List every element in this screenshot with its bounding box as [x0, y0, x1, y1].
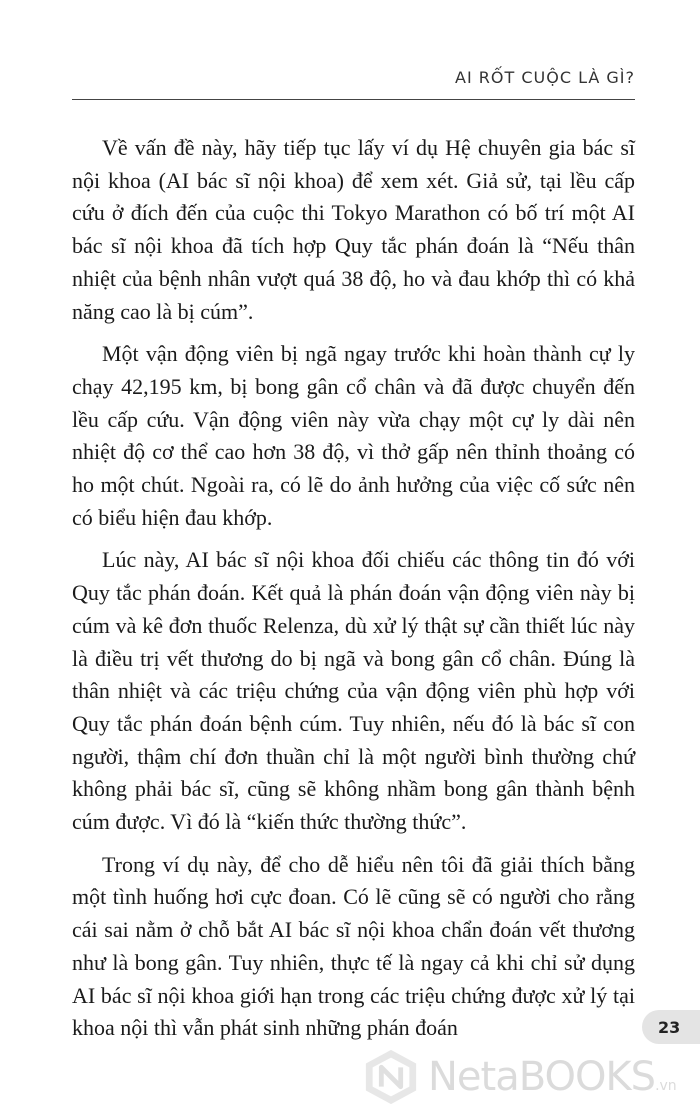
- netabooks-logo-icon: [362, 1048, 420, 1106]
- body-text: [72, 132, 635, 1055]
- page-number: 23: [658, 1017, 681, 1037]
- page-number-tab: [642, 1010, 700, 1044]
- paragraph: Một vận động viên bị ngã ngay trước khi hoàn thành cự ly chạy 42,195 km, bị bong gân cổ chân và đã được chuyển đến lều cấp cứu. Vận động viên này vừa chạy một cự ly dài nên nhiệt độ cơ thể cao hơn 38 độ, vì thở gấp nên thỉnh thoảng có ho một chút. Ngoài ra, có lẽ do ảnh hưởng của việc cố sức nên có biểu hiện đau khớp.: [72, 341, 635, 530]
- watermark-text: NetaBOOKS.vn: [428, 1054, 677, 1100]
- paragraph: Trong ví dụ này, để cho dễ hiểu nên tôi đã giải thích bằng một tình huống hơi cực đoan. Có lẽ cũng sẽ có người cho rằng cái sai nằm ở chỗ bắt AI bác sĩ nội khoa chẩn đoán vết thương như là bong gân. Tuy nhiên, thực tế là ngay cả khi chỉ sử dụng AI bác sĩ nội khoa giới hạn trong các triệu chứng được xử lý tại khoa nội thì vẫn phát sinh những phán đoán: [72, 851, 635, 1041]
- book-title: AI RỐT CUỘC LÀ GÌ?: [455, 68, 635, 87]
- watermark-suffix: .vn: [655, 1078, 677, 1094]
- paragraph: Lúc này, AI bác sĩ nội khoa đối chiếu các thông tin đó với Quy tắc phán đoán. Kết quả là phán đoán vận động viên này bị cúm và kê đơn thuốc Relenza, dù xử lý thật sự cần thiết lúc này là điều trị vết thương do bị ngã và bong gân cổ chân. Đúng là thân nhiệt và các triệu chứng của vận động viên phù hợp với Quy tắc phán đoán bệnh cúm. Tuy nhiên, nếu đó là bác sĩ con người, thậm chí đơn thuần chỉ là một người bình thường chứ không phải bác sĩ, cũng sẽ không nhầm bong gân thành bệnh cúm được. Vì đó là “kiến thức thường thức”.: [72, 547, 635, 835]
- watermark: [362, 1046, 697, 1108]
- running-header: [72, 68, 635, 100]
- paragraph: Về vấn đề này, hãy tiếp tục lấy ví dụ Hệ chuyên gia bác sĩ nội khoa (AI bác sĩ nội khoa) để xem xét. Giả sử, tại lều cấp cứu ở đích đến của cuộc thi Tokyo Marathon có bố trí một AI bác sĩ nội khoa đã tích hợp Quy tắc phán đoán là “Nếu thân nhiệt của bệnh nhân vượt quá 38 độ, ho và đau khớp thì có khả năng cao là bị cúm”.: [72, 135, 635, 324]
